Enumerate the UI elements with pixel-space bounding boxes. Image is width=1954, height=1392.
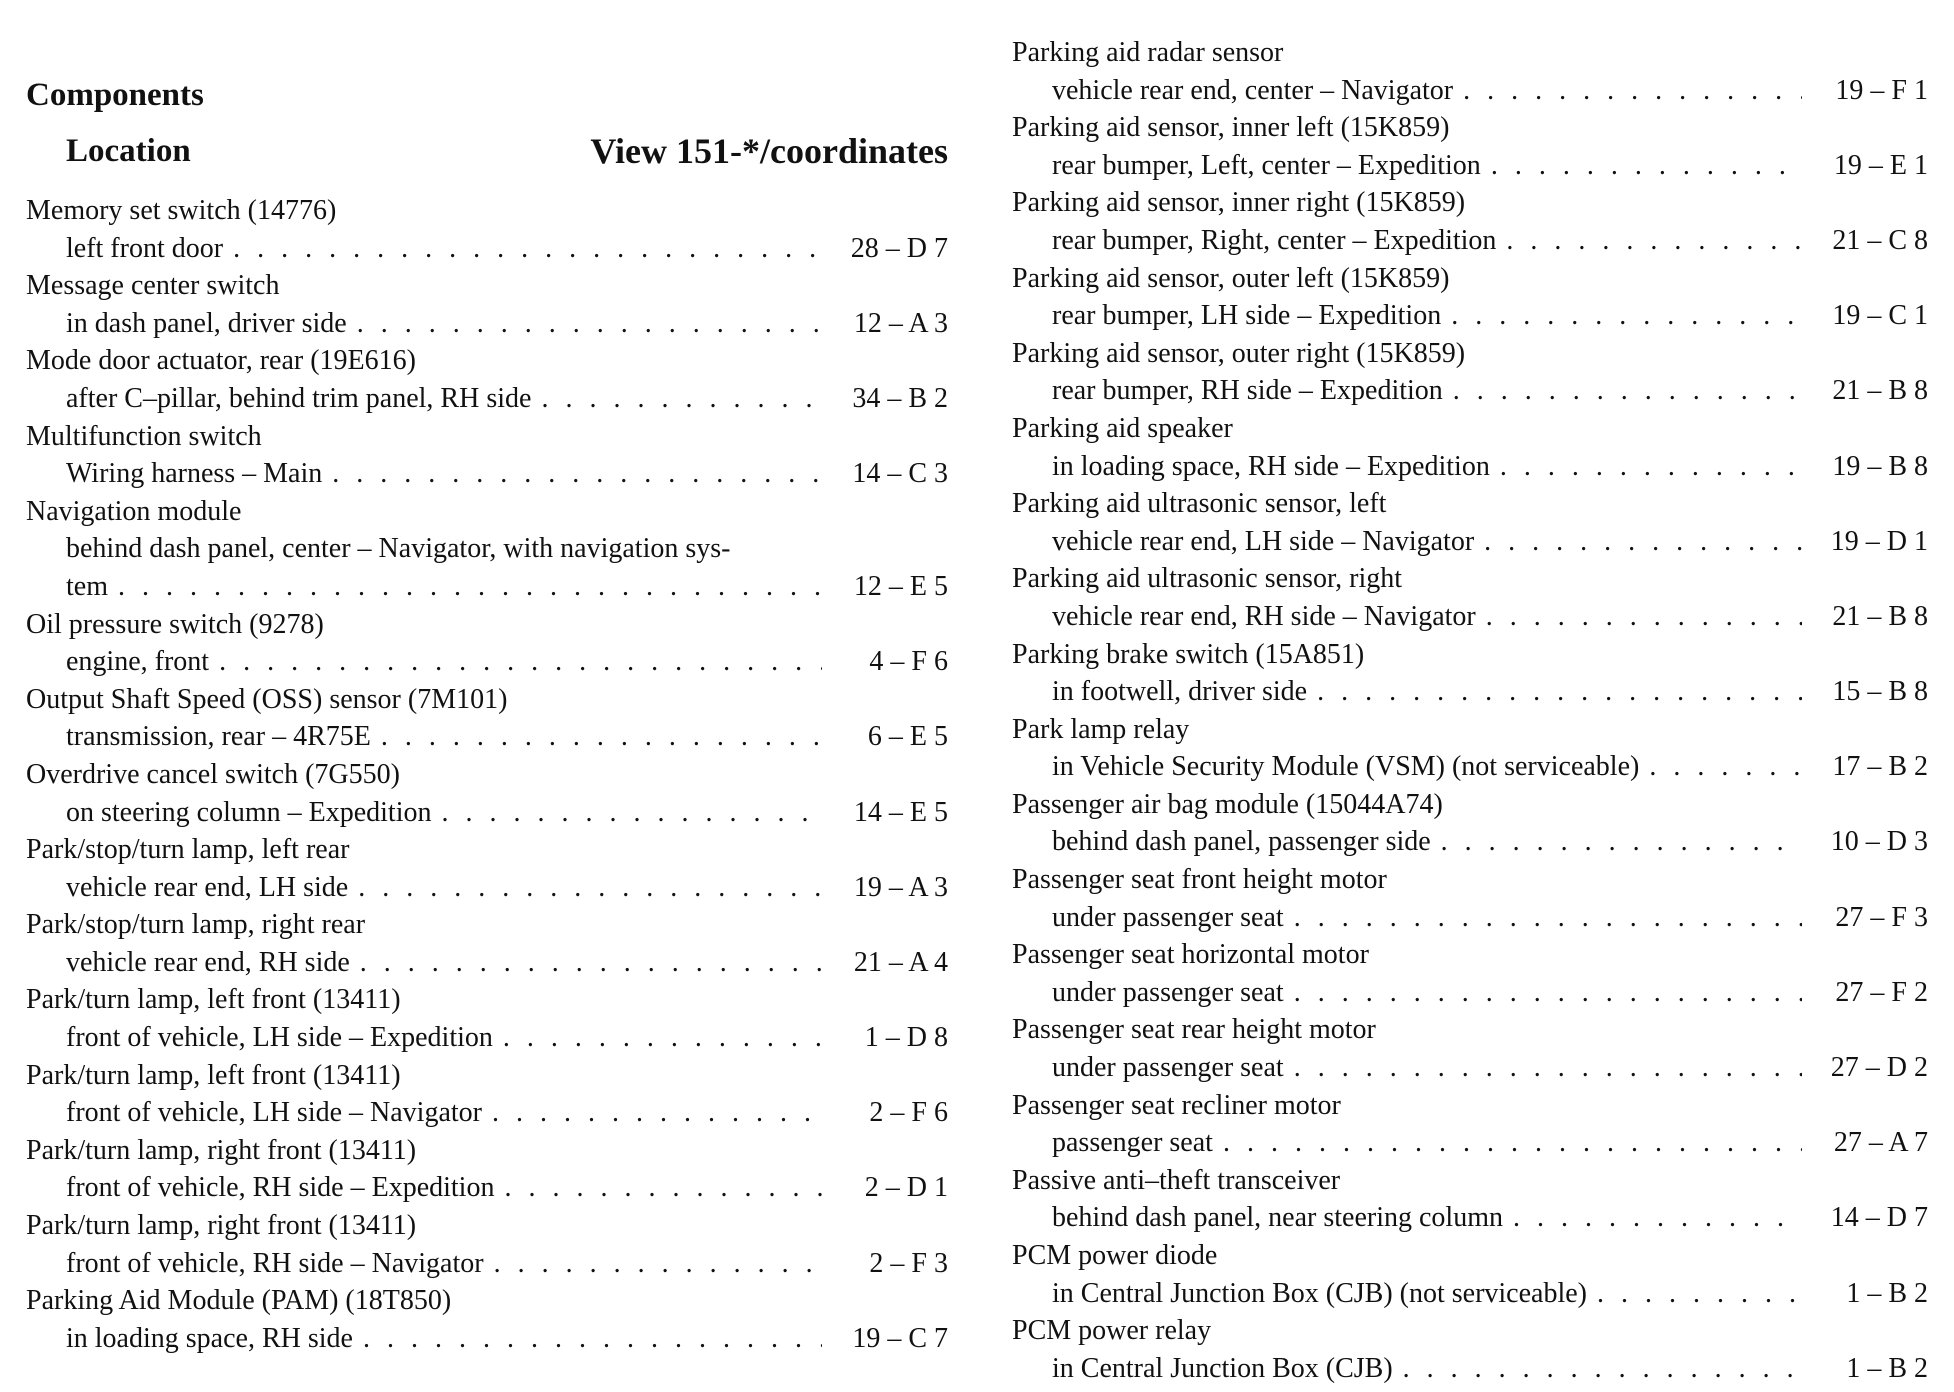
component-location-row — [1012, 1049, 1928, 1087]
component-location: under passenger seat — [1052, 901, 1284, 933]
component-location-row — [26, 230, 948, 268]
component-location: vehicle rear end, RH side – Navigator — [1052, 600, 1476, 632]
component-entry — [1012, 1237, 1928, 1312]
component-entry — [26, 831, 948, 906]
component-location: vehicle rear end, center – Navigator — [1052, 74, 1454, 106]
dot-leader — [219, 643, 822, 681]
component-name: Message center switch — [26, 270, 280, 302]
component-entry — [1012, 861, 1928, 936]
component-entry — [26, 493, 948, 606]
component-location: in dash panel, driver side — [66, 307, 347, 339]
page-title: Components — [26, 77, 204, 113]
view-coordinate: 17 – B 2 — [1832, 751, 1928, 783]
view-coordinate: 2 – F 6 — [869, 1097, 948, 1129]
component-entry — [26, 1207, 948, 1282]
component-location: on steering column – Expedition — [66, 796, 432, 828]
component-name: PCM power diode — [1012, 1240, 1218, 1271]
dot-leader — [1294, 1049, 1802, 1087]
component-name: Park lamp relay — [1012, 713, 1190, 745]
component-entry — [1012, 34, 1928, 109]
component-location-row — [26, 869, 948, 907]
dot-leader — [1451, 297, 1802, 335]
component-location: transmission, rear – 4R75E — [66, 721, 371, 753]
component-location-row — [26, 305, 948, 343]
component-location-row — [1012, 1350, 1928, 1388]
view-coordinate: 34 – B 2 — [852, 382, 948, 414]
component-entry — [26, 192, 948, 267]
component-entry — [26, 756, 948, 831]
component-location: left front door — [66, 232, 224, 264]
component-entry — [1012, 711, 1928, 786]
location-heading: Location — [66, 133, 191, 169]
component-name: Passive anti–theft transceiver — [1012, 1164, 1341, 1196]
component-location-row — [26, 1169, 948, 1207]
dot-leader — [1649, 748, 1802, 786]
component-location: vehicle rear end, LH side — [66, 871, 349, 903]
component-location: in Vehicle Security Module (VSM) (not serviceable) — [1052, 751, 1640, 783]
component-location-row — [26, 944, 948, 982]
view-coordinate: 28 – D 7 — [850, 232, 948, 264]
dot-leader — [1486, 598, 1802, 636]
view-coordinate: 2 – F 3 — [869, 1247, 948, 1279]
component-name: Parking Aid Module (PAM) (18T850) — [26, 1285, 452, 1317]
component-location: rear bumper, Right, center – Expedition — [1052, 224, 1497, 256]
component-location: behind dash panel, passenger side — [1052, 826, 1431, 858]
component-entry — [26, 981, 948, 1056]
dot-leader — [442, 794, 823, 832]
view-coordinate: 19 – A 3 — [853, 871, 948, 903]
component-location-row — [1012, 372, 1928, 410]
component-name: Park/stop/turn lamp, left rear — [26, 834, 350, 866]
view-coordinates-heading: View 151-*/coordinates — [590, 131, 948, 171]
component-entry — [1012, 410, 1928, 485]
view-coordinate: 14 – C 3 — [852, 458, 948, 490]
component-entry — [26, 1132, 948, 1207]
component-location: after C–pillar, behind trim panel, RH side — [66, 382, 532, 414]
component-location-row — [1012, 1199, 1928, 1237]
component-entry — [26, 267, 948, 342]
component-name: Parking aid sensor, inner right (15K859) — [1012, 187, 1466, 219]
view-coordinate: 1 – D 8 — [864, 1022, 948, 1054]
component-name: Parking aid sensor, inner left (15K859) — [1012, 112, 1450, 144]
component-location: in loading space, RH side – Expedition — [1052, 450, 1490, 482]
component-location-row — [26, 718, 948, 756]
component-location-row — [1012, 899, 1928, 937]
dot-leader — [504, 1169, 822, 1207]
component-location-row — [1012, 222, 1928, 260]
component-entry — [26, 342, 948, 417]
view-coordinate: 19 – E 1 — [1833, 149, 1928, 181]
view-coordinate: 21 – C 8 — [1832, 224, 1928, 256]
dot-leader — [1513, 1199, 1802, 1237]
component-name: Passenger seat horizontal motor — [1012, 939, 1369, 971]
component-location: in Central Junction Box (CJB) (not serviceable) — [1052, 1277, 1587, 1309]
component-location-row — [1012, 974, 1928, 1012]
dot-leader — [492, 1094, 822, 1132]
component-location: tem — [66, 570, 108, 602]
dot-leader — [1500, 448, 1802, 486]
component-entry — [26, 681, 948, 756]
component-name: Oil pressure switch (9278) — [26, 608, 324, 640]
component-location-row — [26, 380, 948, 418]
component-location-row — [26, 643, 948, 681]
component-name: Passenger seat rear height motor — [1012, 1014, 1376, 1046]
component-location-row — [26, 1019, 948, 1057]
component-location: rear bumper, LH side – Expedition — [1052, 300, 1442, 332]
component-entry — [1012, 636, 1928, 711]
component-entry — [26, 606, 948, 681]
dot-leader — [118, 568, 822, 606]
dot-leader — [503, 1019, 822, 1057]
component-entry — [1012, 786, 1928, 861]
component-entry — [1012, 1087, 1928, 1162]
component-location: in Central Junction Box (CJB) — [1052, 1352, 1393, 1384]
component-name: Parking aid radar sensor — [1012, 37, 1284, 68]
component-location-row — [1012, 523, 1928, 561]
component-name: Passenger seat recliner motor — [1012, 1089, 1341, 1121]
component-name: Navigation module — [26, 495, 242, 527]
component-name: Parking aid sensor, outer right (15K859) — [1012, 337, 1466, 369]
component-location: in loading space, RH side — [66, 1322, 353, 1354]
component-location: vehicle rear end, LH side – Navigator — [1052, 525, 1475, 557]
component-entry — [26, 1282, 948, 1357]
component-location-row — [1012, 147, 1928, 185]
component-name: Park/turn lamp, right front (13411) — [26, 1210, 417, 1242]
component-name: Passenger air bag module (15044A74) — [1012, 788, 1443, 820]
view-coordinate: 27 – F 2 — [1835, 976, 1928, 1008]
component-name: Parking aid speaker — [1012, 412, 1233, 444]
component-location-row — [26, 1320, 948, 1358]
view-coordinate: 2 – D 1 — [864, 1172, 948, 1204]
component-location: engine, front — [66, 646, 210, 678]
component-entry — [1012, 560, 1928, 635]
component-location: front of vehicle, LH side – Navigator — [66, 1097, 482, 1129]
component-name: Park/stop/turn lamp, right rear — [26, 909, 366, 941]
dot-leader — [357, 305, 822, 343]
component-location: behind dash panel, near steering column — [1052, 1202, 1503, 1234]
component-location-row — [1012, 297, 1928, 335]
component-entry — [26, 906, 948, 981]
dot-leader — [1294, 974, 1802, 1012]
dot-leader — [1463, 72, 1802, 110]
view-coordinate: 27 – A 7 — [1833, 1127, 1928, 1159]
component-name: Park/turn lamp, left front (13411) — [26, 1059, 401, 1091]
view-coordinate: 19 – B 8 — [1832, 450, 1928, 482]
component-location: in footwell, driver side — [1052, 676, 1308, 708]
component-name: Mode door actuator, rear (19E616) — [26, 345, 416, 377]
component-entry — [1012, 260, 1928, 335]
view-coordinate: 19 – F 1 — [1835, 74, 1928, 106]
component-location: vehicle rear end, RH side — [66, 946, 350, 978]
view-coordinate: 1 – B 2 — [1846, 1352, 1928, 1384]
dot-leader — [1506, 222, 1802, 260]
component-location-row — [26, 1245, 948, 1283]
view-coordinate: 21 – B 8 — [1832, 600, 1928, 632]
right-entry-list — [1012, 34, 1928, 1387]
component-location: passenger seat — [1052, 1127, 1213, 1159]
view-coordinate: 12 – A 3 — [853, 307, 948, 339]
component-location: rear bumper, RH side – Expedition — [1052, 375, 1443, 407]
dot-leader — [358, 869, 822, 907]
component-entry — [1012, 109, 1928, 184]
component-location-row — [1012, 1275, 1928, 1313]
component-location-row — [26, 455, 948, 493]
view-coordinate: 1 – B 2 — [1846, 1277, 1928, 1309]
component-location-row — [1012, 673, 1928, 711]
view-coordinate: 27 – D 2 — [1830, 1052, 1928, 1084]
component-name: Multifunction switch — [26, 420, 262, 452]
dot-leader — [360, 944, 822, 982]
dot-leader — [233, 230, 822, 268]
view-coordinate: 4 – F 6 — [869, 646, 948, 678]
component-location-row — [26, 794, 948, 832]
component-location-row — [1012, 823, 1928, 861]
component-location-row — [1012, 598, 1928, 636]
component-name: Parking aid sensor, outer left (15K859) — [1012, 262, 1450, 294]
component-entry — [1012, 184, 1928, 259]
component-name: Park/turn lamp, right front (13411) — [26, 1134, 417, 1166]
view-coordinate: 21 – A 4 — [853, 946, 948, 978]
component-location-row — [1012, 748, 1928, 786]
view-coordinate: 19 – D 1 — [1830, 525, 1928, 557]
component-name: Parking brake switch (15A851) — [1012, 638, 1365, 670]
component-entry — [1012, 1011, 1928, 1086]
component-entry — [1012, 335, 1928, 410]
view-coordinate: 14 – D 7 — [1830, 1202, 1928, 1234]
dot-leader — [1597, 1275, 1802, 1313]
component-location: under passenger seat — [1052, 1052, 1284, 1084]
component-location: rear bumper, Left, center – Expedition — [1052, 149, 1481, 181]
view-coordinate: 19 – C 1 — [1832, 300, 1928, 332]
component-location: front of vehicle, LH side – Expedition — [66, 1022, 493, 1054]
component-location: front of vehicle, RH side – Expedition — [66, 1172, 495, 1204]
component-name: Memory set switch (14776) — [26, 195, 337, 226]
component-name: Parking aid ultrasonic sensor, right — [1012, 563, 1403, 595]
dot-leader — [494, 1245, 822, 1283]
component-location-row — [1012, 1124, 1928, 1162]
component-location-line: behind dash panel, center – Navigator, with navigation sys- — [66, 533, 731, 565]
component-location-row — [1012, 72, 1928, 110]
component-location-row — [26, 1094, 948, 1132]
view-coordinate: 21 – B 8 — [1832, 375, 1928, 407]
component-entry — [1012, 1312, 1928, 1387]
component-location: under passenger seat — [1052, 976, 1284, 1008]
component-name: PCM power relay — [1012, 1315, 1212, 1347]
dot-leader — [363, 1320, 822, 1358]
component-name: Parking aid ultrasonic sensor, left — [1012, 488, 1387, 520]
component-name: Overdrive cancel switch (7G550) — [26, 758, 400, 790]
dot-leader — [1403, 1350, 1802, 1388]
dot-leader — [381, 718, 822, 756]
dot-leader — [332, 455, 822, 493]
view-coordinate: 6 – E 5 — [867, 721, 948, 753]
component-name: Output Shaft Speed (OSS) sensor (7M101) — [26, 683, 508, 715]
component-name: Passenger seat front height motor — [1012, 864, 1387, 896]
dot-leader — [1294, 899, 1802, 937]
component-entry — [1012, 1162, 1928, 1237]
view-coordinate: 27 – F 3 — [1835, 901, 1928, 933]
view-coordinate: 12 – E 5 — [853, 570, 948, 602]
component-entry — [26, 418, 948, 493]
component-location: front of vehicle, RH side – Navigator — [66, 1247, 484, 1279]
component-entry — [1012, 485, 1928, 560]
component-entry — [26, 1057, 948, 1132]
view-coordinate: 19 – C 7 — [852, 1322, 948, 1354]
dot-leader — [1223, 1124, 1802, 1162]
dot-leader — [1491, 147, 1802, 185]
dot-leader — [1441, 823, 1802, 861]
dot-leader — [1484, 523, 1802, 561]
component-location-row — [1012, 448, 1928, 486]
component-name: Park/turn lamp, left front (13411) — [26, 984, 401, 1016]
view-coordinate: 14 – E 5 — [853, 796, 948, 828]
component-location-row — [26, 568, 948, 606]
component-entry — [1012, 936, 1928, 1011]
left-entry-list — [26, 192, 948, 1357]
view-coordinate: 15 – B 8 — [1832, 676, 1928, 708]
component-location: Wiring harness – Main — [66, 458, 323, 490]
dot-leader — [1453, 372, 1802, 410]
dot-leader — [541, 380, 822, 418]
view-coordinate: 10 – D 3 — [1830, 826, 1928, 858]
dot-leader — [1317, 673, 1802, 711]
